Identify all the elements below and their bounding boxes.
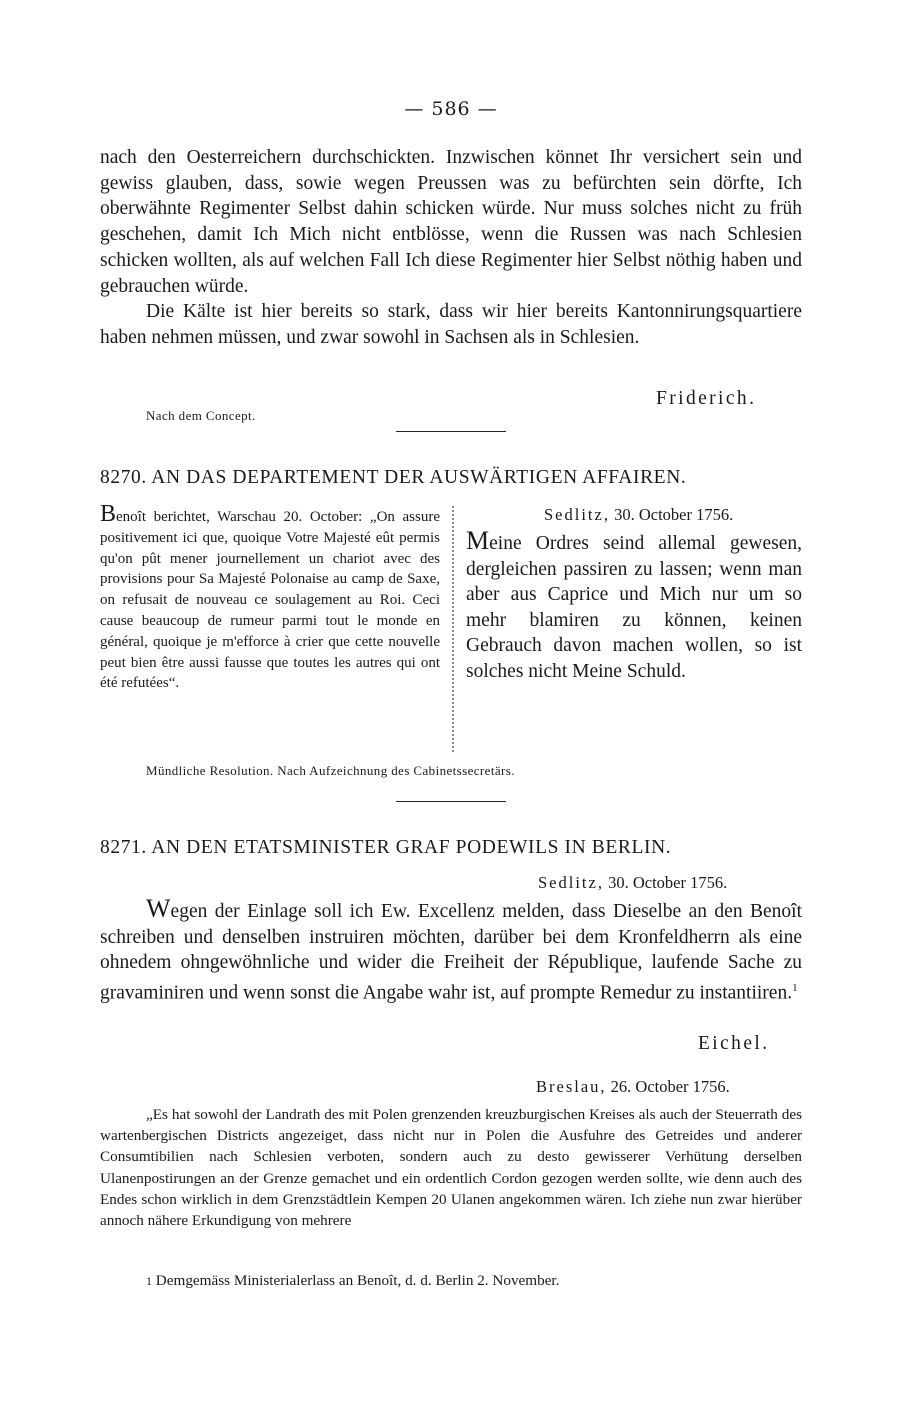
column-separator <box>452 506 454 752</box>
document-page <box>100 0 802 1404</box>
place-name: Breslau, <box>536 1077 607 1096</box>
footnote-ref: 1 <box>792 982 798 995</box>
letter-8270-title: AN DAS DEPARTEMENT DER AUSWÄRTIGEN AFFAIREN. <box>151 467 687 488</box>
letter-8270-place-date <box>544 505 733 525</box>
enclosure-letter <box>100 1104 802 1231</box>
resolution-dropcap: M <box>466 526 490 555</box>
footnote <box>146 1272 802 1290</box>
continuation-text <box>100 145 802 351</box>
section-divider <box>396 431 506 432</box>
footnote-mark: 1 <box>146 1274 152 1288</box>
letter-8271-title: AN DEN ETATSMINISTER GRAF PODEWILS IN BERLIN. <box>151 837 672 858</box>
report-text: enoît berichtet, Warschau 20. October: „On assure positivement ici que, quoique Votre Majesté eût permis qu'on pût mener journellement un chariot avec des provisions pour Sa Majesté Polonaise au camp de Saxe, on refusait de nouveau ce soulagement au Roi. Ceci cause beaucoup de rumeur parmi tout le monde en général, quoique je m'efforce à crier que cette nouvelle peut bien être aussi fausse que toutes les autres qui ont été refutées“. <box>100 509 440 692</box>
page-number: — 586 — <box>404 98 498 120</box>
signature-eichel: Eichel. <box>698 1033 770 1054</box>
place-date: 26. October 1756. <box>610 1077 730 1096</box>
letter-8271-text <box>100 896 802 1006</box>
report-dropcap: B <box>100 501 117 527</box>
letter-8270-heading <box>100 467 802 489</box>
letter-8270-number: 8270. <box>100 467 147 488</box>
letter-8271-place-date <box>538 873 727 893</box>
continuation-paragraph-2: Die Kälte ist hier bereits so stark, dass wir hier bereits Kantonnirungsquartiere haben nehmen müssen, und zwar sowohl in Sachsen als in Schlesien. <box>100 301 802 348</box>
enclosure-text: „Es hat sowohl der Landrath des mit Polen grenzenden kreuzburgischen Kreises als auch der Steuerrath des wartenbergischen Districts angezeiget, dass nicht nur in Polen die Ausfuhre des Getreides und anderer Consumtibilien nach Schlesien verboten, sondern auch zu desto gewisserer Verhütung derselben Ulanenpostirungen an der Grenze gemachet und ein ordentlich Cordon gezogen werden sollte, wie denn auch des Endes schon wirklich in dem Grenzstädtlein Kempen 20 Ulanen angekommen wären. Ich ziehe nun zwar hierüber annoch nähere Erkundigung von mehrere <box>100 1106 802 1230</box>
signature-friderich: Friderich. <box>656 388 757 409</box>
letter-8270-report-column <box>100 501 440 694</box>
resolution-text: eine Ordres seind allemal gewesen, dergleichen passiren zu lassen; wenn man aber aus Caprice und Mich nur um so mehr blamiren zu können, keinen Gebrauch davon machen wollen, so ist solches nicht Meine Schuld. <box>466 533 802 682</box>
place-name: Sedlitz, <box>538 873 604 892</box>
footnote-text: Demgemäss Ministerialerlass an Benoît, d. d. Berlin 2. November. <box>155 1272 560 1289</box>
place-date: 30. October 1756. <box>614 505 734 524</box>
letter-8271-dropcap: W <box>146 894 171 923</box>
letter-8271-heading <box>100 837 802 859</box>
section-divider <box>396 801 506 802</box>
enclosure-place-date <box>536 1077 730 1097</box>
continuation-paragraph-1: nach den Oesterreichern durchschickten. Inzwischen könnet Ihr versichert sein und gewiss glauben, dass, sowie wegen Preussen was zu befürchten sein dörfte, Ich oberwähnte Regimenter Selbst dahin schicken würde. Nur muss solches nicht zu früh geschehen, damit Ich Mich nicht entblösse, wenn die Russen was nach Schlesien schicken wollten, als auf welchen Fall Ich diese Regimenter hier Selbst nöthig haben und gebrauchen würde. <box>100 147 802 297</box>
source-note-resolution: Mündliche Resolution. Nach Aufzeichnung des Cabinetssecretärs. <box>146 763 515 778</box>
letter-8270-resolution-column <box>466 528 802 684</box>
place-date: 30. October 1756. <box>608 873 728 892</box>
place-name: Sedlitz, <box>544 505 610 524</box>
letter-8271-number: 8271. <box>100 837 147 858</box>
letter-8271-body: egen der Einlage soll ich Ew. Excellenz melden, dass Dieselbe an den Benoît schreiben und denselben instruiren möchten, darüber bei dem Kronfeldherrn als eine ohnedem ohngewöhnliche und wider die Freiheit der République, laufende Sache zu gravaminiren und wenn sonst die Angabe wahr ist, auf prompte Remedur zu instantiiren. <box>100 901 802 1004</box>
source-note-concept: Nach dem Concept. <box>146 408 256 423</box>
